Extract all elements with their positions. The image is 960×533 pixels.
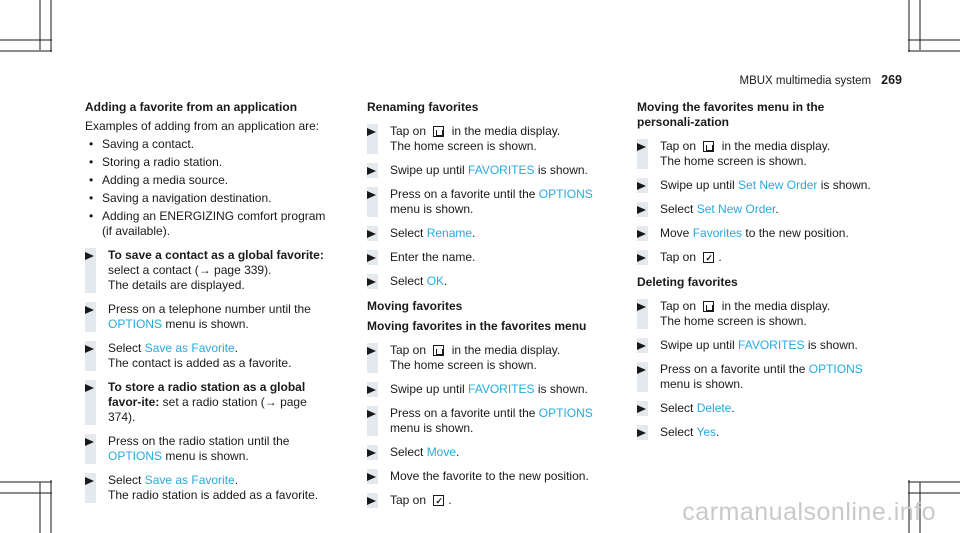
reference-arrow-icon: → <box>198 263 211 277</box>
step-result: The home screen is shown. <box>660 314 807 328</box>
step <box>637 226 882 241</box>
step <box>367 187 612 217</box>
step-arrow-icon <box>637 299 648 329</box>
step-text: Tap on <box>390 493 430 507</box>
step-arrow-icon <box>637 202 648 217</box>
step-text: . <box>716 425 720 439</box>
ui-term: OPTIONS <box>538 406 593 420</box>
step <box>367 469 612 484</box>
step: To save a contact as a global favorite: select a contact (→ page 339). The details are displayed. <box>85 248 330 293</box>
step <box>367 493 612 508</box>
header-title: MBUX multimedia system <box>739 75 872 87</box>
step-text: Select <box>660 425 697 439</box>
step <box>367 163 612 178</box>
step-text: Select <box>660 401 697 415</box>
ui-term: Delete <box>696 401 732 415</box>
step-arrow-icon <box>637 401 648 416</box>
step: To store a radio station as a global favor-ite: set a radio station (→ page 374). <box>85 380 330 425</box>
step-text: Swipe up until <box>390 163 469 177</box>
list-item: • Adding an ENERGIZING comfort program (if available). <box>89 209 326 238</box>
page-number: 269 <box>881 73 902 87</box>
section-heading: Deleting favorites <box>637 275 738 289</box>
ui-term: OPTIONS <box>108 317 163 331</box>
step-text: Press on a favorite until the <box>660 362 809 376</box>
step-arrow-icon <box>637 338 648 353</box>
step-arrow-icon <box>637 250 648 265</box>
step: Select Save as Favorite. The contact is added as a favorite. <box>85 341 330 371</box>
step-text: Move <box>660 226 693 240</box>
step-text: Tap on <box>660 250 700 264</box>
step-arrow-icon <box>637 178 648 193</box>
section-heading: Renaming favorites <box>367 100 479 114</box>
step-arrow-icon <box>367 274 378 289</box>
step-text: . <box>718 250 722 264</box>
step <box>637 178 882 193</box>
step <box>367 343 612 373</box>
step-arrow-icon <box>637 139 648 169</box>
step-text: in the media display. <box>448 343 561 357</box>
ui-term: FAVORITES <box>468 163 535 177</box>
page-reference[interactable]: page 374). <box>108 395 307 424</box>
step-text: Tap on <box>660 299 700 313</box>
ui-term: FAVORITES <box>468 382 535 396</box>
page-header <box>740 73 903 87</box>
reference-arrow-icon: → <box>264 395 277 409</box>
ui-term: Move <box>426 445 457 459</box>
step-arrow-icon <box>85 380 96 425</box>
ui-term: Rename <box>426 226 473 240</box>
step-arrow-icon <box>367 343 378 373</box>
examples-list <box>85 137 330 239</box>
step-text: Press on a favorite until the <box>390 187 539 201</box>
step-title: To store a radio station as a global favor-ite: <box>108 380 306 409</box>
step-text: is shown. <box>534 382 588 396</box>
step <box>367 382 612 397</box>
step-text: to the new position. <box>742 226 849 240</box>
intro-text: Examples of adding from an application are: <box>85 119 320 133</box>
step-text: Select <box>390 445 427 459</box>
home-icon <box>433 126 444 137</box>
step-arrow-icon <box>637 362 648 392</box>
step-arrow-icon <box>367 226 378 241</box>
step <box>637 401 882 416</box>
ui-term: Save as Favorite <box>144 473 235 487</box>
column-3 <box>637 100 882 440</box>
step-text: Select <box>660 202 697 216</box>
ui-term: OPTIONS <box>808 362 863 376</box>
section-heading: Moving favorites <box>367 299 463 313</box>
list-item: • Storing a radio station. <box>89 155 223 169</box>
step-text: . <box>444 274 448 288</box>
step-text: Select <box>390 226 427 240</box>
step-text: menu is shown. <box>660 377 744 391</box>
home-icon <box>703 141 714 152</box>
step-text: Move the favorite to the new position. <box>390 469 589 483</box>
ui-term: OK <box>426 274 445 288</box>
step-arrow-icon <box>367 445 378 460</box>
step-result: The contact is added as a favorite. <box>108 356 292 370</box>
step <box>367 226 612 241</box>
step-text: menu is shown. <box>390 202 474 216</box>
step-arrow-icon <box>85 434 96 464</box>
step-text: in the media display. <box>718 299 831 313</box>
watermark: carmanualsonline.info <box>682 498 936 526</box>
step: Press on a telephone number until the OPTIONS menu is shown. <box>85 302 330 332</box>
step <box>637 338 882 353</box>
step-text: in the media display. <box>718 139 831 153</box>
step-result: The radio station is added as a favorite. <box>108 488 319 502</box>
step-text: . <box>448 493 452 507</box>
ui-term: FAVORITES <box>738 338 805 352</box>
column-1 <box>85 100 330 503</box>
ui-term: Set New Order <box>738 178 818 192</box>
step <box>367 274 612 289</box>
step-result: The home screen is shown. <box>390 358 537 372</box>
section-heading: Moving the favorites menu in the personali-zation <box>637 100 825 129</box>
list-item: • Adding a media source. <box>89 173 229 187</box>
step-arrow-icon <box>367 124 378 154</box>
step-text: Swipe up until <box>660 338 739 352</box>
ui-term: Favorites <box>692 226 743 240</box>
ui-term: Save as Favorite <box>144 341 235 355</box>
step <box>637 362 882 392</box>
column-2 <box>367 100 612 508</box>
step-arrow-icon <box>367 406 378 436</box>
step-text: . <box>775 202 779 216</box>
step: Press on the radio station until the OPTIONS menu is shown. <box>85 434 330 464</box>
step-text: menu is shown. <box>390 421 474 435</box>
step <box>367 124 612 154</box>
step-arrow-icon <box>85 248 96 293</box>
step-text: Select <box>390 274 427 288</box>
step-arrow-icon <box>367 163 378 178</box>
step-result: The home screen is shown. <box>390 139 537 153</box>
step-arrow-icon <box>367 493 378 508</box>
step-arrow-icon <box>637 425 648 440</box>
step-arrow-icon <box>85 473 96 503</box>
step-text: Tap on <box>390 343 430 357</box>
step-arrow-icon <box>367 187 378 217</box>
step-result: The details are displayed. <box>108 278 245 292</box>
step-text: . <box>731 401 735 415</box>
step <box>637 202 882 217</box>
step-arrow-icon <box>85 341 96 371</box>
step-text: Swipe up until <box>390 382 469 396</box>
step: Select Save as Favorite. The radio station is added as a favorite. <box>85 473 330 503</box>
step-text: . <box>472 226 476 240</box>
step-arrow-icon <box>367 469 378 484</box>
step-text: . <box>456 445 460 459</box>
step-text: Swipe up until <box>660 178 739 192</box>
home-icon <box>433 345 444 356</box>
step-title: To save a contact as a global favorite: <box>108 248 324 262</box>
subsection-heading: Moving favorites in the favorites menu <box>367 319 587 333</box>
step-arrow-icon <box>85 302 96 332</box>
step <box>637 425 882 440</box>
step <box>637 250 882 265</box>
step-text: in the media display. <box>448 124 561 138</box>
home-icon <box>703 301 714 312</box>
step <box>637 139 882 169</box>
list-item: • Saving a navigation destination. <box>89 191 272 205</box>
page-reference[interactable]: page 339). <box>210 263 272 277</box>
confirm-icon <box>703 252 714 263</box>
list-item: • Saving a contact. <box>89 137 195 151</box>
step-text: is shown. <box>804 338 858 352</box>
ui-term: Set New Order <box>696 202 776 216</box>
step <box>367 250 612 265</box>
ui-term: OPTIONS <box>538 187 593 201</box>
section-heading: Adding a favorite from an application <box>85 100 298 114</box>
step <box>637 299 882 329</box>
confirm-icon <box>433 495 444 506</box>
step-arrow-icon <box>367 250 378 265</box>
step-text: Enter the name. <box>390 250 476 264</box>
step-text: Tap on <box>660 139 700 153</box>
step <box>367 445 612 460</box>
ui-term: Yes <box>696 425 717 439</box>
step-text: Tap on <box>390 124 430 138</box>
step-text: is shown. <box>817 178 871 192</box>
ui-term: OPTIONS <box>108 449 163 463</box>
step <box>367 406 612 436</box>
step-text: Press on a favorite until the <box>390 406 539 420</box>
step-result: The home screen is shown. <box>660 154 807 168</box>
step-arrow-icon <box>367 382 378 397</box>
step-text: is shown. <box>534 163 588 177</box>
step-arrow-icon <box>637 226 648 241</box>
